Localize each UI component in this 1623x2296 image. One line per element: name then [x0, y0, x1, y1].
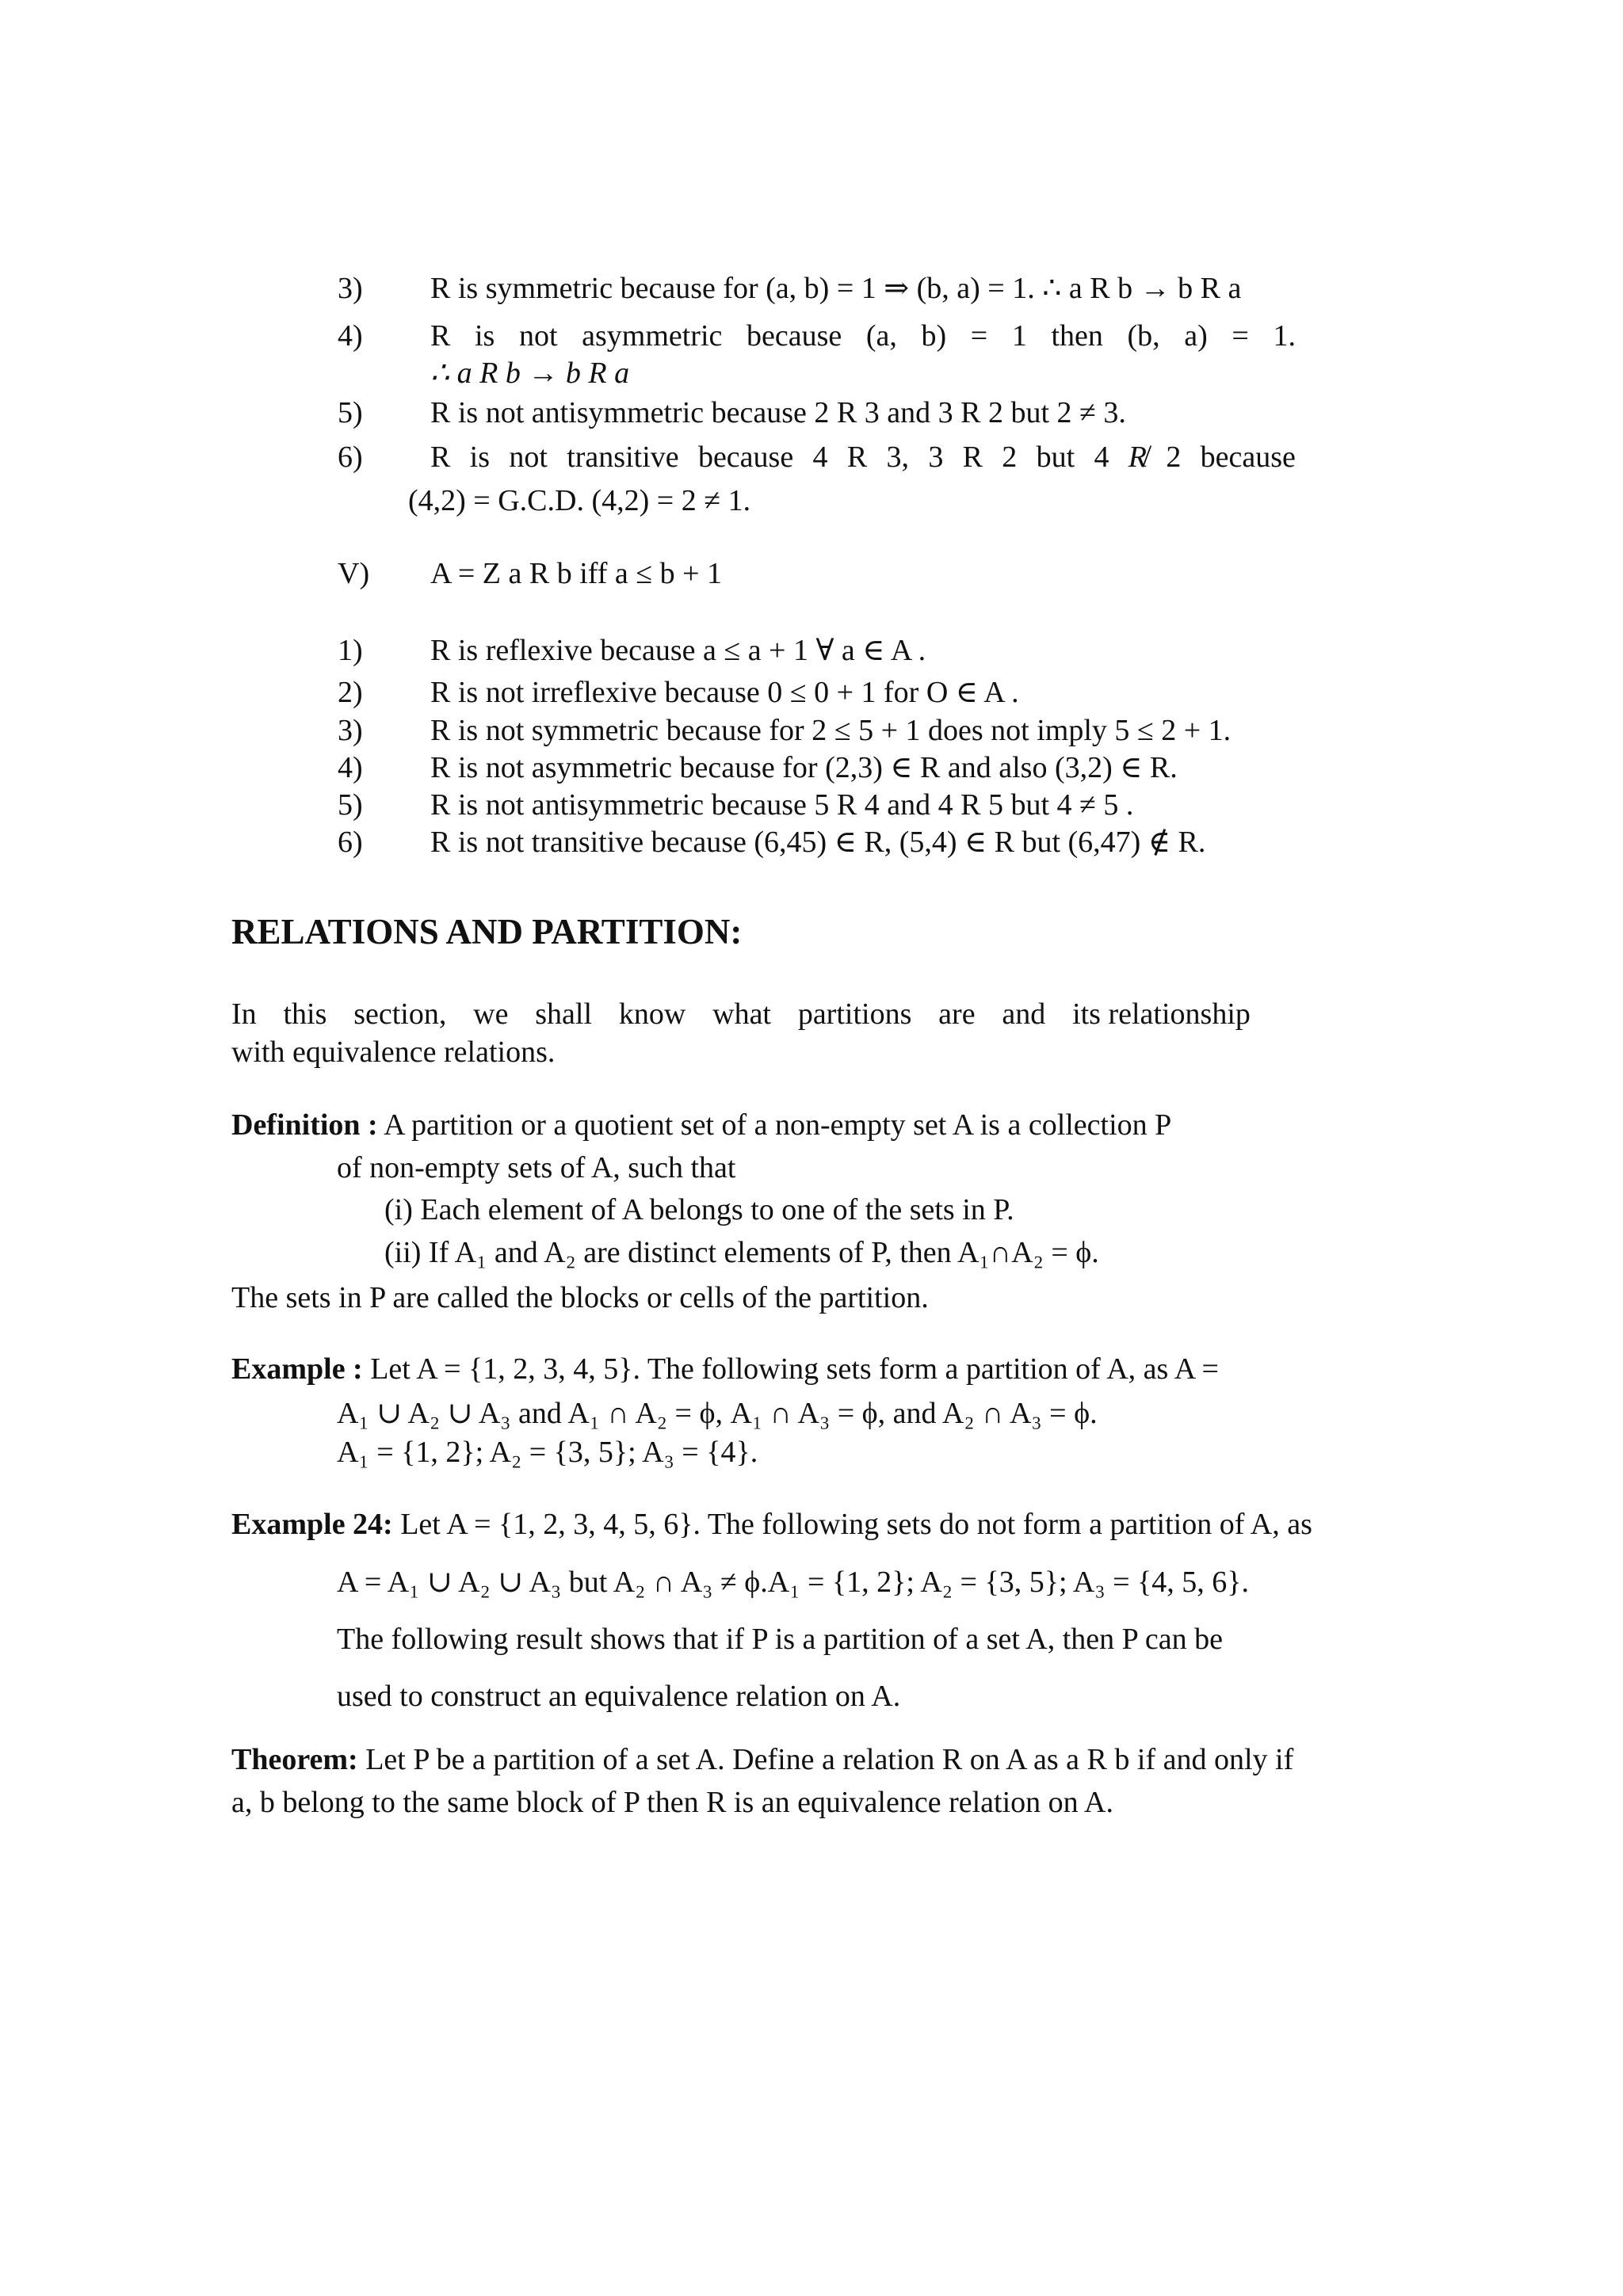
- example-line: [231, 1505, 1312, 1543]
- list-number: 5): [338, 788, 363, 822]
- definition-line: of non-empty sets of A, such that: [337, 1151, 736, 1184]
- theorem-line: [231, 1741, 1293, 1779]
- list-item-text: R is not asymmetric because for (2,3) ∈ R and also (3,2) ∈ R.: [430, 751, 1178, 784]
- intro-paragraph-line: with equivalence relations.: [231, 1035, 556, 1069]
- section-statement: A = Z a R b iff a ≤ b + 1: [430, 557, 723, 590]
- list-item-text: R is symmetric because for (a, b) = 1 ⇒ (b, a) = 1. ∴ a R b → b R a: [430, 272, 1242, 305]
- example-text: Let A = {1, 2, 3, 4, 5, 6}. The following sets do not form a partition of A, as: [400, 1508, 1312, 1541]
- theorem-line: a, b belong to the same block of P then R is an equivalence relation on A.: [231, 1786, 1113, 1819]
- example-text: Let A = {1, 2, 3, 4, 5}. The following sets form a partition of A, as A =: [370, 1352, 1219, 1386]
- list-item-text: R is not irreflexive because 0 ≤ 0 + 1 for O ∈ A .: [430, 676, 1019, 709]
- list-number: 3): [338, 714, 363, 747]
- list-number: 1): [338, 634, 363, 667]
- list-item-text: R is not transitive because (6,45) ∈ R, (5,4) ∈ R but (6,47) ∉ R.: [430, 826, 1206, 859]
- theorem-label: Theorem:: [231, 1743, 358, 1776]
- example-line: [231, 1350, 1219, 1388]
- list-item-text-justified: R is not transitive because 4 R 3, 3 R 2 but 4 R̸ 2 because: [430, 441, 1296, 474]
- example-line: The following result shows that if P is a partition of a set A, then P can be: [337, 1623, 1223, 1656]
- theorem-text: Let P be a partition of a set A. Define a relation R on A as a R b if and only if: [365, 1743, 1294, 1776]
- list-item-text: R is not symmetric because for 2 ≤ 5 + 1 does not imply 5 ≤ 2 + 1.: [430, 714, 1232, 747]
- list-number: 4): [338, 751, 363, 784]
- definition-label: Definition :: [231, 1108, 378, 1142]
- list-number: 3): [338, 272, 363, 305]
- list-number: 4): [338, 319, 363, 353]
- example-line: used to construct an equivalence relation on A.: [337, 1680, 901, 1713]
- definition-item: (i) Each element of A belongs to one of the sets in P.: [384, 1193, 1014, 1226]
- list-number: 6): [338, 441, 363, 474]
- list-item-text: R is reflexive because a ≤ a + 1 ∀ a ∈ A .: [430, 634, 926, 667]
- section-number: V): [338, 557, 370, 590]
- definition-item: (ii) If A₁ and A₂ are distinct elements of P, then A₁∩A₂ = ϕ.: [384, 1236, 1099, 1269]
- example-line: A = A₁ ∪ A₂ ∪ A₃ but A₂ ∩ A₃ ≠ ϕ.A₁ = {1, 2}; A₂ = {3, 5}; A₃ = {4, 5, 6}.: [337, 1566, 1250, 1599]
- intro-paragraph-line: In this section, we shall know what partitions are and its relationship: [231, 997, 1251, 1031]
- list-item-continuation: (4,2) = G.C.D. (4,2) = 2 ≠ 1.: [408, 484, 751, 517]
- list-item-text: R is not antisymmetric because 5 R 4 and 4 R 5 but 4 ≠ 5 .: [430, 788, 1134, 822]
- example-line: A₁ ∪ A₂ ∪ A₃ and A₁ ∩ A₂ = ϕ, A₁ ∩ A₃ = ϕ, and A₂ ∩ A₃ = ϕ.: [337, 1397, 1098, 1430]
- list-number: 5): [338, 396, 363, 429]
- example-label: Example :: [231, 1352, 363, 1386]
- definition-line: [231, 1106, 1171, 1144]
- list-item-text: R is not antisymmetric because 2 R 3 and 3 R 2 but 2 ≠ 3.: [430, 396, 1126, 429]
- list-item-text-justified: R is not asymmetric because (a, b) = 1 then (b, a) = 1.: [430, 319, 1296, 353]
- example-line: A₁ = {1, 2}; A₂ = {3, 5}; A₃ = {4}.: [337, 1436, 758, 1469]
- list-number: 2): [338, 676, 363, 709]
- list-item-continuation: ∴ a R b → b R a: [430, 357, 630, 390]
- section-heading: RELATIONS AND PARTITION:: [231, 912, 743, 952]
- list-number: 6): [338, 826, 363, 859]
- example-label: Example 24:: [231, 1508, 393, 1541]
- definition-note: The sets in P are called the blocks or cells of the partition.: [231, 1281, 929, 1314]
- definition-text: A partition or a quotient set of a non-empty set A is a collection P: [384, 1108, 1172, 1142]
